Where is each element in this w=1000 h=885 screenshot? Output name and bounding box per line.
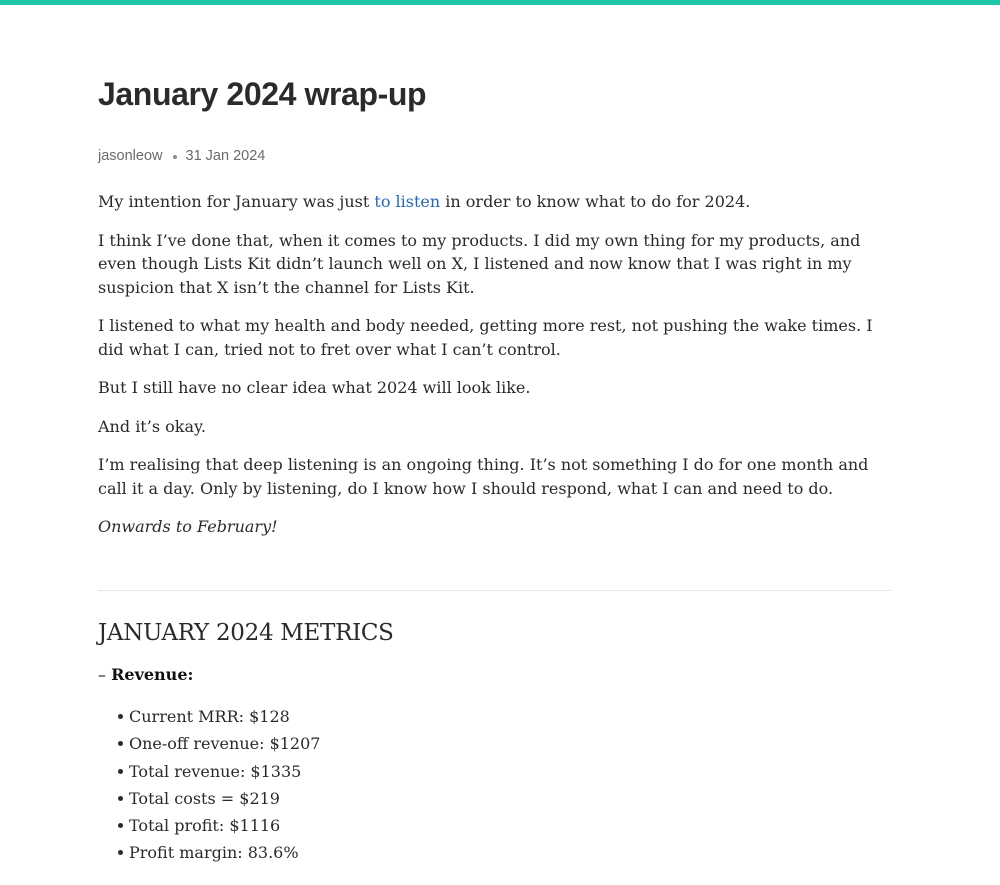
metric-profit-margin: Profit margin: 83.6% (129, 843, 299, 863)
list-item (118, 812, 320, 839)
paragraph-4: But I still have no clear idea what 2024 will look like. (98, 378, 531, 397)
author-link[interactable]: jasonleow (98, 148, 163, 164)
post-meta (98, 148, 265, 164)
page-title: January 2024 wrap-up (98, 76, 427, 112)
bullet-icon (118, 714, 123, 719)
revenue-dash: – (98, 665, 112, 684)
metric-one-off-revenue: One-off revenue: $1207 (129, 734, 321, 754)
closing-line: Onwards to February! (98, 517, 278, 536)
metric-total-costs: Total costs = $219 (129, 788, 280, 808)
metric-current-mrr: Current MRR: $128 (129, 707, 290, 726)
list-item (118, 730, 320, 757)
paragraph-1 (98, 190, 892, 214)
list-item (118, 758, 320, 785)
paragraph-6: I’m realising that deep listening is an ongoing thing. It’s not something I do for one month and call it a day. Only by listening, do I know how I should respond, what I can and need to do. (98, 455, 869, 498)
revenue-label-text: Revenue: (111, 665, 194, 684)
section-divider (98, 590, 892, 591)
metrics-list (118, 703, 320, 867)
bullet-icon (118, 741, 123, 746)
paragraph-1-text-after: in order to know what to do for 2024. (440, 192, 751, 211)
paragraph-5: And it’s okay. (98, 416, 206, 436)
paragraph-2: I think I’ve done that, when it comes to my products. I did my own thing for my products, and even though Lists Kit didn’t launch well on X, I listened and now know that I was right in my suspicion that X isn’t the channel for Lists Kit. (98, 230, 861, 297)
metrics-heading: JANUARY 2024 METRICS (98, 620, 394, 646)
paragraph-1-text-before: My intention for January was just (98, 192, 375, 211)
top-accent-bar (0, 0, 1000, 5)
metric-total-revenue: Total revenue: $1335 (129, 761, 302, 781)
paragraph-7 (98, 515, 892, 539)
bullet-icon (118, 850, 123, 855)
revenue-label (98, 665, 193, 684)
bullet-icon (118, 823, 123, 828)
post-date: 31 Jan 2024 (185, 148, 266, 164)
list-item (118, 703, 320, 730)
separator-dot-icon (173, 155, 177, 159)
list-item (118, 785, 320, 812)
article-body (98, 190, 892, 554)
metric-total-profit: Total profit: $1116 (129, 816, 281, 836)
paragraph-3: I listened to what my health and body needed, getting more rest, not pushing the wake times. I did what I can, tried not to fret over what I can’t control. (98, 316, 873, 359)
bullet-icon (118, 796, 123, 801)
to-listen-link[interactable]: to listen (374, 192, 441, 211)
bullet-icon (118, 769, 123, 774)
list-item (118, 839, 320, 866)
